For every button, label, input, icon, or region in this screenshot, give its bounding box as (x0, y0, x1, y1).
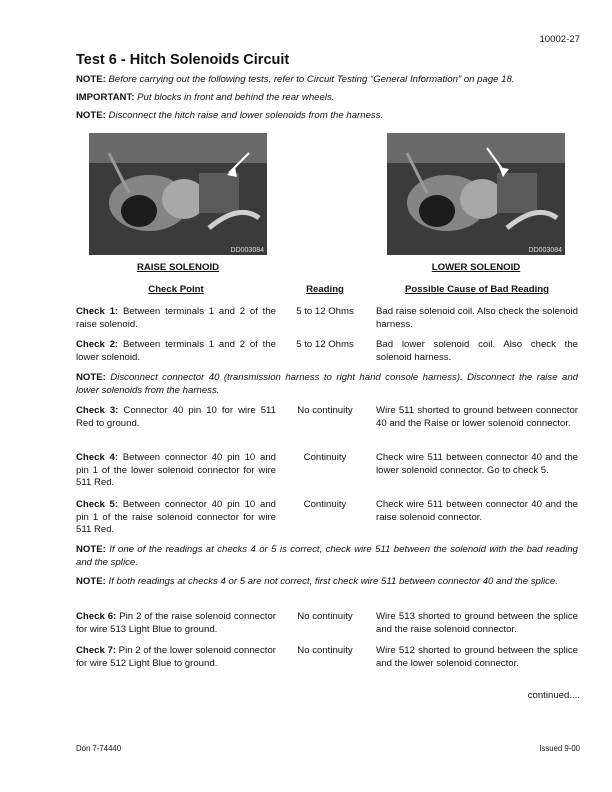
check-point: Check 7: Pin 2 of the lower solenoid connector for wire 512 Light Blue to ground. (76, 645, 276, 669)
note: NOTE: If one of the readings at checks 4 or 5 is correct, check wire 511 between the solenoid with the bad reading and the splice. (76, 544, 578, 568)
raise-solenoid-caption: RAISE SOLENOID (136, 262, 220, 273)
check-point: Check 2: Between terminals 1 and 2 of the lower solenoid. (76, 339, 276, 363)
column-header-check-point: Check Point (148, 284, 204, 295)
page-number: 10002-27 (539, 34, 580, 45)
note: NOTE: Before carrying out the following tests, refer to Circuit Testing “General Information” on page 18. (76, 74, 515, 85)
reading: No continuity (297, 645, 353, 656)
note: NOTE: Disconnect the hitch raise and lower solenoids from the harness. (76, 110, 384, 121)
reading: Continuity (303, 452, 347, 463)
column-header-cause: Possible Cause of Bad Reading (405, 284, 549, 295)
photo-code: DD003084 (230, 247, 264, 254)
lower-solenoid-photo (387, 133, 565, 255)
continued-marker: continued.... (527, 690, 580, 701)
possible-cause: Check wire 511 between connector 40 and the raise solenoid connector. (376, 499, 578, 523)
page-title: Test 6 - Hitch Solenoids Circuit (76, 52, 290, 68)
possible-cause: Wire 511 shorted to ground between connector 40 and the Raise or lower solenoid connector. (376, 405, 578, 429)
footer-issue-date: Issued 9-00 (539, 744, 580, 753)
reading: Continuity (303, 499, 347, 510)
footer-doc-number: Don 7-74440 (76, 744, 122, 753)
note: NOTE: If both readings at checks 4 or 5 are not correct, first check wire 511 between connector 40 and the splice. (76, 576, 558, 587)
reading: 5 to 12 Ohms (296, 339, 354, 350)
possible-cause: Bad lower solenoid coil. Also check the solenoid harness. (376, 339, 578, 363)
lower-solenoid-caption: LOWER SOLENOID (431, 262, 521, 273)
check-point: Check 3: Connector 40 pin 10 for wire 511 Red to ground. (76, 405, 277, 429)
possible-cause: Bad raise solenoid coil. Also check the solenoid harness. (376, 306, 578, 330)
reading: No continuity (297, 405, 353, 416)
possible-cause: Wire 512 shorted to ground between the splice and the lower solenoid connector. (376, 645, 578, 669)
check-point: Check 1: Between terminals 1 and 2 of the raise solenoid. (76, 306, 276, 330)
note: NOTE: Disconnect connector 40 (transmission harness to right hand console harness). Disconnect the raise and lower solenoids from the harness. (76, 372, 578, 396)
column-header-reading: Reading (306, 284, 344, 295)
important-note: IMPORTANT: Put blocks in front and behind the rear wheels. (76, 92, 335, 103)
raise-solenoid-photo (89, 133, 267, 255)
check-point: Check 6: Pin 2 of the raise solenoid connector for wire 513 Light Blue to ground. (76, 611, 276, 635)
check-point: Check 4: Between connector 40 pin 10 and pin 1 of the lower solenoid connector for wire 511 Red. (76, 452, 276, 488)
possible-cause: Check wire 511 between connector 40 and the lower solenoid connector. Go to check 5. (376, 452, 578, 476)
reading: 5 to 12 Ohms (296, 306, 354, 317)
possible-cause: Wire 513 shorted to ground between the splice and the raise solenoid connector. (376, 611, 578, 635)
check-point: Check 5: Between connector 40 pin 10 and pin 1 of the raise solenoid connector for wire 511 Red. (76, 499, 276, 535)
photo-code: DD003084 (528, 247, 562, 254)
reading: No continuity (297, 611, 353, 622)
